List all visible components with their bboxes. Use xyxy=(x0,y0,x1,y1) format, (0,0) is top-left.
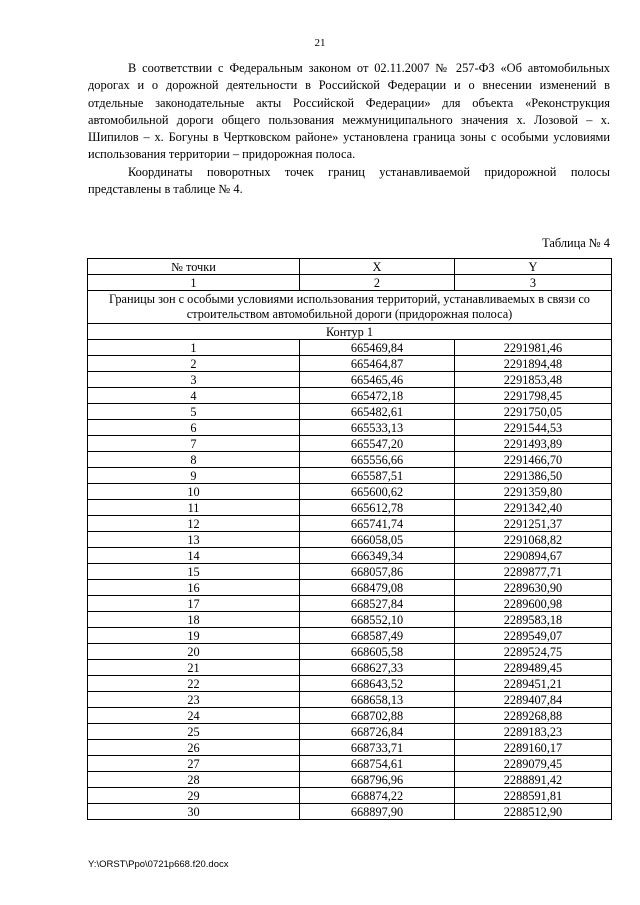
y-coordinate-cell: 2291359,80 xyxy=(455,484,612,500)
y-coordinate-cell: 2291068,82 xyxy=(455,532,612,548)
y-coordinate-cell: 2291544,53 xyxy=(455,420,612,436)
table-row xyxy=(88,548,612,564)
point-number-cell: 11 xyxy=(88,500,300,516)
contour-label: Контур 1 xyxy=(88,324,612,340)
point-number-cell: 29 xyxy=(88,788,300,804)
column-number-row xyxy=(88,275,612,291)
y-coordinate-cell: 2288591,81 xyxy=(455,788,612,804)
section-title: Границы зон с особыми условиями использования территорий, устанавливаемых в связи со строительством автомобильной дороги (придорожная полоса) xyxy=(88,291,612,324)
coordinates-table xyxy=(87,258,612,820)
point-number-cell: 12 xyxy=(88,516,300,532)
point-number-cell: 1 xyxy=(88,340,300,356)
y-coordinate-cell: 2289268,88 xyxy=(455,708,612,724)
contour-row xyxy=(88,324,612,340)
x-coordinate-cell: 668587,49 xyxy=(300,628,455,644)
x-coordinate-cell: 666058,05 xyxy=(300,532,455,548)
column-number: 2 xyxy=(300,275,455,291)
x-coordinate-cell: 665465,46 xyxy=(300,372,455,388)
table-row xyxy=(88,644,612,660)
header-point-number: № точки xyxy=(88,259,300,275)
point-number-cell: 17 xyxy=(88,596,300,612)
y-coordinate-cell: 2289583,18 xyxy=(455,612,612,628)
header-x: X xyxy=(300,259,455,275)
x-coordinate-cell: 668754,61 xyxy=(300,756,455,772)
point-number-cell: 10 xyxy=(88,484,300,500)
x-coordinate-cell: 668733,71 xyxy=(300,740,455,756)
table-row xyxy=(88,612,612,628)
y-coordinate-cell: 2291251,37 xyxy=(455,516,612,532)
y-coordinate-cell: 2289451,21 xyxy=(455,676,612,692)
point-number-cell: 4 xyxy=(88,388,300,404)
table-row xyxy=(88,596,612,612)
table-row xyxy=(88,468,612,484)
x-coordinate-cell: 668796,96 xyxy=(300,772,455,788)
point-number-cell: 23 xyxy=(88,692,300,708)
y-coordinate-cell: 2289549,07 xyxy=(455,628,612,644)
y-coordinate-cell: 2291493,89 xyxy=(455,436,612,452)
y-coordinate-cell: 2289407,84 xyxy=(455,692,612,708)
column-number: 3 xyxy=(455,275,612,291)
table-row xyxy=(88,788,612,804)
y-coordinate-cell: 2291386,50 xyxy=(455,468,612,484)
x-coordinate-cell: 668552,10 xyxy=(300,612,455,628)
point-number-cell: 30 xyxy=(88,804,300,820)
y-coordinate-cell: 2289183,23 xyxy=(455,724,612,740)
point-number-cell: 18 xyxy=(88,612,300,628)
table-row xyxy=(88,420,612,436)
y-coordinate-cell: 2289877,71 xyxy=(455,564,612,580)
point-number-cell: 20 xyxy=(88,644,300,660)
y-coordinate-cell: 2291798,45 xyxy=(455,388,612,404)
table-row xyxy=(88,564,612,580)
table-row xyxy=(88,772,612,788)
x-coordinate-cell: 668527,84 xyxy=(300,596,455,612)
x-coordinate-cell: 665472,18 xyxy=(300,388,455,404)
table-row xyxy=(88,372,612,388)
point-number-cell: 6 xyxy=(88,420,300,436)
y-coordinate-cell: 2289489,45 xyxy=(455,660,612,676)
x-coordinate-cell: 666349,34 xyxy=(300,548,455,564)
x-coordinate-cell: 665741,74 xyxy=(300,516,455,532)
point-number-cell: 28 xyxy=(88,772,300,788)
table-row xyxy=(88,436,612,452)
point-number-cell: 26 xyxy=(88,740,300,756)
section-title-row xyxy=(88,291,612,324)
y-coordinate-cell: 2290894,67 xyxy=(455,548,612,564)
point-number-cell: 22 xyxy=(88,676,300,692)
x-coordinate-cell: 665482,61 xyxy=(300,404,455,420)
x-coordinate-cell: 665600,62 xyxy=(300,484,455,500)
point-number-cell: 16 xyxy=(88,580,300,596)
point-number-cell: 8 xyxy=(88,452,300,468)
point-number-cell: 19 xyxy=(88,628,300,644)
point-number-cell: 7 xyxy=(88,436,300,452)
footer-file-path: Y:\ORST\Ppo\0721p668.f20.docx xyxy=(88,859,229,870)
table-row xyxy=(88,804,612,820)
body-text xyxy=(88,60,610,198)
table-row xyxy=(88,356,612,372)
table-row xyxy=(88,708,612,724)
table-row xyxy=(88,692,612,708)
point-number-cell: 27 xyxy=(88,756,300,772)
table-row xyxy=(88,660,612,676)
y-coordinate-cell: 2291342,40 xyxy=(455,500,612,516)
table-row xyxy=(88,628,612,644)
point-number-cell: 2 xyxy=(88,356,300,372)
y-coordinate-cell: 2289160,17 xyxy=(455,740,612,756)
y-coordinate-cell: 2291981,46 xyxy=(455,340,612,356)
x-coordinate-cell: 665547,20 xyxy=(300,436,455,452)
point-number-cell: 9 xyxy=(88,468,300,484)
x-coordinate-cell: 665469,84 xyxy=(300,340,455,356)
x-coordinate-cell: 668479,08 xyxy=(300,580,455,596)
x-coordinate-cell: 668726,84 xyxy=(300,724,455,740)
column-number: 1 xyxy=(88,275,300,291)
y-coordinate-cell: 2291750,05 xyxy=(455,404,612,420)
y-coordinate-cell: 2289079,45 xyxy=(455,756,612,772)
table-row xyxy=(88,740,612,756)
y-coordinate-cell: 2288891,42 xyxy=(455,772,612,788)
point-number-cell: 14 xyxy=(88,548,300,564)
y-coordinate-cell: 2289600,98 xyxy=(455,596,612,612)
table-row xyxy=(88,756,612,772)
table-header-row xyxy=(88,259,612,275)
table-row xyxy=(88,724,612,740)
x-coordinate-cell: 668627,33 xyxy=(300,660,455,676)
header-y: Y xyxy=(455,259,612,275)
point-number-cell: 24 xyxy=(88,708,300,724)
table-row xyxy=(88,500,612,516)
table-row xyxy=(88,452,612,468)
point-number-cell: 15 xyxy=(88,564,300,580)
table-row xyxy=(88,404,612,420)
page-number: 21 xyxy=(314,37,326,49)
x-coordinate-cell: 665556,66 xyxy=(300,452,455,468)
x-coordinate-cell: 668643,52 xyxy=(300,676,455,692)
paragraph-2: Координаты поворотных точек границ устанавливаемой придорожной полосы представлены в таблице № 4. xyxy=(88,164,610,197)
point-number-cell: 13 xyxy=(88,532,300,548)
point-number-cell: 3 xyxy=(88,372,300,388)
table-row xyxy=(88,484,612,500)
paragraph-1: В соответствии с Федеральным законом от 02.11.2007 № 257-ФЗ «Об автомобильных дорогах и о дорожной деятельности в Российской Федерации и о внесении изменений в отдельные законодательные акты Российской Федерации» для объекта «Реконструкция автомобильной дороги общего пользования межмуниципального значения х. Лозовой – х. Шипилов – х. Богуны в Чертковском районе» установлена граница зоны с особыми условиями использования территории – придорожная полоса. xyxy=(88,61,610,162)
point-number-cell: 21 xyxy=(88,660,300,676)
x-coordinate-cell: 668702,88 xyxy=(300,708,455,724)
x-coordinate-cell: 668057,86 xyxy=(300,564,455,580)
x-coordinate-cell: 665587,51 xyxy=(300,468,455,484)
point-number-cell: 5 xyxy=(88,404,300,420)
x-coordinate-cell: 668897,90 xyxy=(300,804,455,820)
table-row xyxy=(88,340,612,356)
y-coordinate-cell: 2291466,70 xyxy=(455,452,612,468)
x-coordinate-cell: 668874,22 xyxy=(300,788,455,804)
x-coordinate-cell: 665464,87 xyxy=(300,356,455,372)
table-row xyxy=(88,580,612,596)
x-coordinate-cell: 665612,78 xyxy=(300,500,455,516)
x-coordinate-cell: 668658,13 xyxy=(300,692,455,708)
table-row xyxy=(88,388,612,404)
y-coordinate-cell: 2291894,48 xyxy=(455,356,612,372)
table-row xyxy=(88,676,612,692)
x-coordinate-cell: 665533,13 xyxy=(300,420,455,436)
table-row xyxy=(88,516,612,532)
y-coordinate-cell: 2291853,48 xyxy=(455,372,612,388)
table-row xyxy=(88,532,612,548)
y-coordinate-cell: 2289630,90 xyxy=(455,580,612,596)
table-caption: Таблица № 4 xyxy=(542,236,610,250)
point-number-cell: 25 xyxy=(88,724,300,740)
y-coordinate-cell: 2289524,75 xyxy=(455,644,612,660)
x-coordinate-cell: 668605,58 xyxy=(300,644,455,660)
y-coordinate-cell: 2288512,90 xyxy=(455,804,612,820)
